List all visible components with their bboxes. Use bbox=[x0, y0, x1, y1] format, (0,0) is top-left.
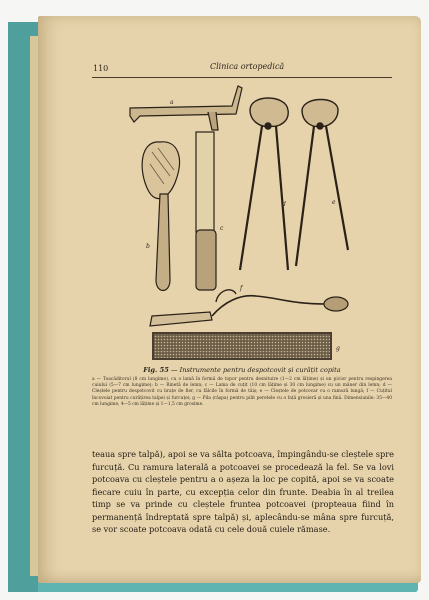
figure-illustration bbox=[100, 80, 380, 370]
farrier-pincers-tool bbox=[296, 100, 348, 267]
figure-title: — Instrumente pentru despotcovit și curățit copita bbox=[170, 366, 341, 374]
page-number: 110 bbox=[93, 64, 109, 73]
wooden-rasp-tool bbox=[142, 142, 179, 291]
figure-label: Fig. 55 bbox=[143, 366, 169, 374]
figure-caption bbox=[92, 366, 392, 408]
caption-title bbox=[92, 366, 392, 374]
label-e: e bbox=[332, 199, 336, 206]
label-b: b bbox=[146, 243, 150, 250]
body-paragraph: teaua spre talpă), apoi se va sălta potcoava, împingându-se cleștele spre furcuță. Cu ramura laterală a potcoavei se procedează la fel. Se va lovi potcoava cu cleștele pentru a o așeza la loc pe copită, apoi se va scoate fiecare cuiu în parte, cu excepția celor din frunte. Deabia în al treilea timp se va prinde cu cleștele fruntea potcoavei (propteaua fiind în permanență îndreptată spre talpă) și, aplecându-se mâna spre furcuță, se vor scoate potcoava odată cu cele două cuiele rămase. bbox=[92, 449, 394, 534]
label-g: g bbox=[336, 345, 340, 352]
label-f: f bbox=[240, 285, 243, 292]
hoof-knife-tool bbox=[150, 290, 348, 326]
knife-tool bbox=[196, 132, 216, 290]
label-c: c bbox=[220, 225, 224, 232]
label-a: a bbox=[170, 99, 174, 106]
page-edges bbox=[30, 36, 38, 576]
header-rule bbox=[92, 77, 392, 78]
pincers-tool bbox=[240, 98, 288, 270]
running-title: Clinica ortopedică bbox=[210, 62, 285, 71]
hammer-tool bbox=[130, 86, 242, 130]
figure-legend: a — Toacăditorul (8 cm lungime), cu o lamă în formă de topor pentru desnituire (1—2 cm lățime) și un picior pentru respingerea cuiului (5—7 cm lungime); b — Rinetă de lemn; c — Lama de cuțit (10 cm lățime și 30 cm lungime) cu un mâner din lemn; d — Cleștele pentru despotcovit cu brațe de fier, cu fălcile în formă de tăiș; e — Cleștele de potcovar cu o ramură lungă; f — Cuțitul încovoiat pentru curățirea talpei și furcuței; g — Pila (râșpa) pentru pilit peretele cu o față grosieră și una fină. Dimensiunile: 35—40 cm lungime, 4—5 cm lățime și 1—1,5 cm grosime. bbox=[92, 377, 392, 407]
label-d: d bbox=[282, 201, 286, 208]
rasp-file-tool bbox=[152, 332, 332, 360]
